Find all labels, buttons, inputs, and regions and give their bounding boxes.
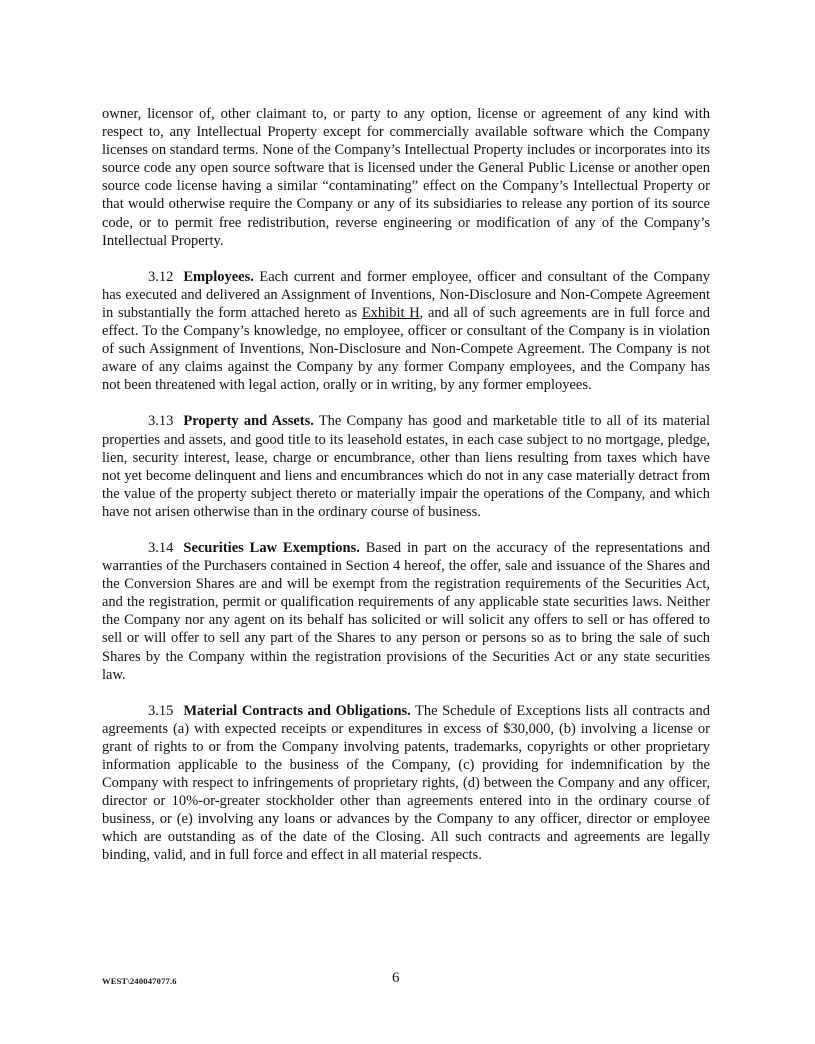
- section-title: Securities Law Exemptions.: [183, 539, 360, 556]
- section-text: Based in part on the accuracy of the representations and warranties of the Purchasers contained in Section 4 hereof, the offer, sale and issuance of the Shares and the Conversion Shares are and will be exempt from the registration requirements of the Securities Act, and the registration, permit or qualification requirements of any applicable state securities laws. Neither the Company nor any agent on its behalf has solicited or will solicit any offers to sell or has offered to sell or will offer to sell any part of the Shares to any person or persons so as to bring the sale of such Shares by the Company within the registration provisions of the Securities Act or any state securities law.: [102, 539, 710, 683]
- continuation-paragraph: [102, 105, 710, 250]
- document-body: [102, 105, 710, 883]
- section-title: Property and Assets.: [183, 413, 314, 430]
- section-text: The Company has good and marketable title to all of its material properties and assets, and good title to its leasehold estates, in each case subject to no mortgage, pledge, lien, security interest, lease, charge or encumbrance, other than liens resulting from taxes which have not yet become delinquent and liens and encumbrances which do not in any case materially detract from the value of the property subject thereto or materially impair the operations of the Company, and which have not arisen otherwise than in the ordinary course of business.: [102, 413, 710, 520]
- page-number: 6: [392, 970, 400, 986]
- section-text: The Schedule of Exceptions lists all contracts and agreements (a) with expected receipts or expenditures in excess of $30,000, (b) involving a license or grant of rights to or from the Company involving patents, trademarks, copyrights or other proprietary information applicable to the business of the Company, (c) providing for indemnification by the Company with respect to infringements of proprietary rights, (d) between the Company and any officer, director or 10%-or-greater stockholder other than agreements entered into in the ordinary course of business, or (e) involving any loans or advances by the Company to any officer, director or employee which are outstanding as of the date of the Closing. All such contracts and agreements are legally binding, valid, and in full force and effect in all material respects.: [102, 702, 710, 864]
- continuation-text: owner, licensor of, other claimant to, or party to any option, license or agreement of any kind with respect to, any Intellectual Property except for commercially available software which the Company licenses on standard terms. None of the Company’s Intellectual Property includes or incorporates into its source code any open source software that is licensed under the General Public License or another open source code license having a similar “contaminating” effect on the Company’s Intellectual Property or that would otherwise require the Company or any of its subsidiaries to release any portion of its source code, or to permit free redistribution, reverse engineering or modification of any of the Company’s Intellectual Property.: [102, 106, 710, 249]
- exhibit-reference: Exhibit H: [361, 304, 420, 321]
- section-number: 3.13: [148, 413, 174, 430]
- section-title: Employees.: [183, 268, 254, 285]
- section-3-12-paragraph: [102, 268, 710, 395]
- section-3-13-paragraph: [102, 412, 710, 521]
- section-text-continued: , and all of such agreements are in full force and effect. To the Company’s knowledge, no employee, officer or consultant of the Company is in violation of such Assignment of Inventions, Non-Disclosure and Non-Compete Agreement. The Company is not aware of any claims against the Company by any former Company employees, and the Company has not been threatened with legal action, orally or in writing, by any former employees.: [102, 304, 710, 394]
- section-3-14-paragraph: [102, 539, 710, 684]
- section-3-15-paragraph: [102, 702, 710, 865]
- footer-document-id: WEST\240047077.6: [102, 976, 177, 986]
- section-number: 3.15: [148, 702, 174, 719]
- section-text: Each current and former employee, officer and consultant of the Company has executed and delivered an Assignment of Inventions, Non-Disclosure and Non-Compete Agreement in substantially the form attached hereto as: [102, 268, 710, 321]
- section-title: Material Contracts and Obligations.: [183, 702, 411, 719]
- section-number: 3.14: [148, 539, 174, 556]
- section-number: 3.12: [148, 268, 174, 285]
